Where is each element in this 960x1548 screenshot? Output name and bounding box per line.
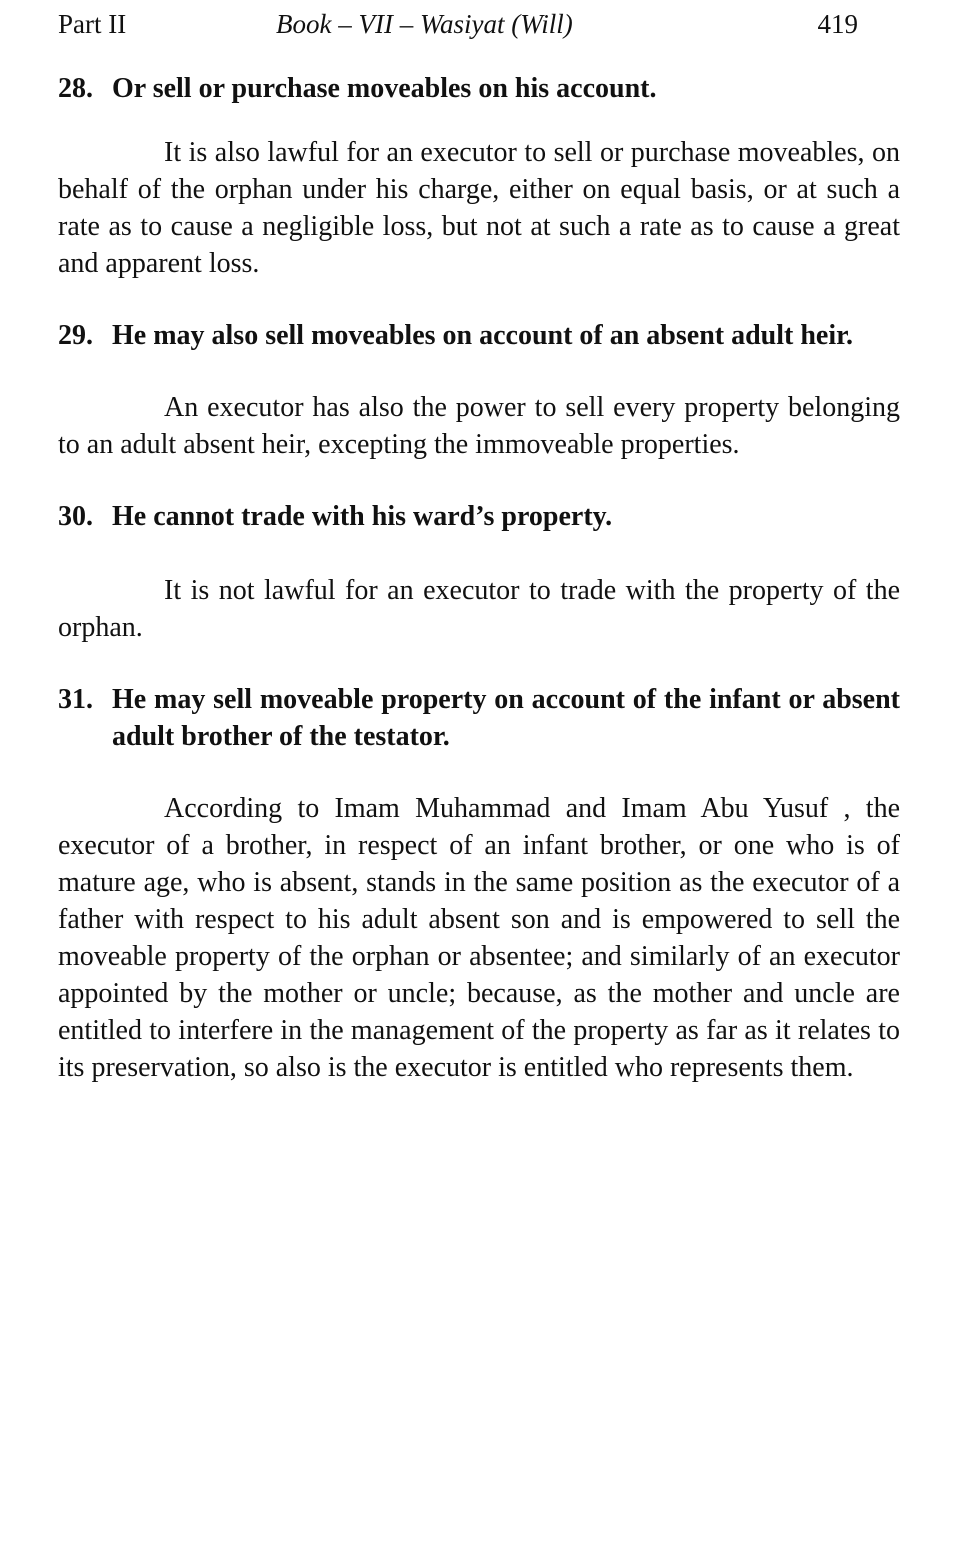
section-paragraph-31: According to Imam Muhammad and Imam Abu Yusuf , the executor of a brother, in respect of an infant brother, or one who is of mature age, who is absent, stands in the same position as the executor of a father with respect to his adult absent son and is empowered to sell the moveable property of the orphan or absentee; and similarly of an executor appointed by the mother or uncle; because, as the mother and uncle are entitled to interfere in the management of the property as far as it relates to its preservation, so also is the executor is entitled who represents them. (58, 793, 900, 1083)
part-label: Part II (58, 9, 127, 39)
section-heading-text: He may sell moveable property on account of the infant or absent adult brother of the testator. (112, 684, 900, 752)
page-number: 419 (817, 9, 858, 39)
running-head (58, 4, 858, 44)
section-heading-text: He cannot trade with his ward’s property. (112, 501, 613, 532)
section-heading-text: He may also sell moveables on account of an absent adult heir. (112, 320, 853, 351)
section-paragraph-28: It is also lawful for an executor to sell or purchase moveables, on behalf of the orphan under his charge, either on equal basis, or at such a rate as to cause a negligible loss, but not at such a rate as to cause a great and apparent loss. (58, 137, 900, 279)
section-heading-text: Or sell or purchase moveables on his account. (112, 73, 657, 104)
section-heading-28 (58, 70, 900, 107)
page-body (58, 70, 900, 1086)
section-heading-30 (58, 498, 900, 535)
book-title: Book – VII – Wasiyat (Will) (276, 9, 573, 39)
section-heading-29 (58, 317, 900, 354)
section-heading-31 (58, 681, 900, 755)
section-number: 29. (58, 320, 93, 351)
section-number: 31. (58, 684, 93, 715)
section-number: 30. (58, 501, 93, 532)
section-paragraph-29: An executor has also the power to sell every property belonging to an adult absent heir, excepting the immoveable properties. (58, 392, 900, 460)
section-paragraph-30: It is not lawful for an executor to trade with the property of the orphan. (58, 575, 900, 643)
section-number: 28. (58, 73, 93, 104)
